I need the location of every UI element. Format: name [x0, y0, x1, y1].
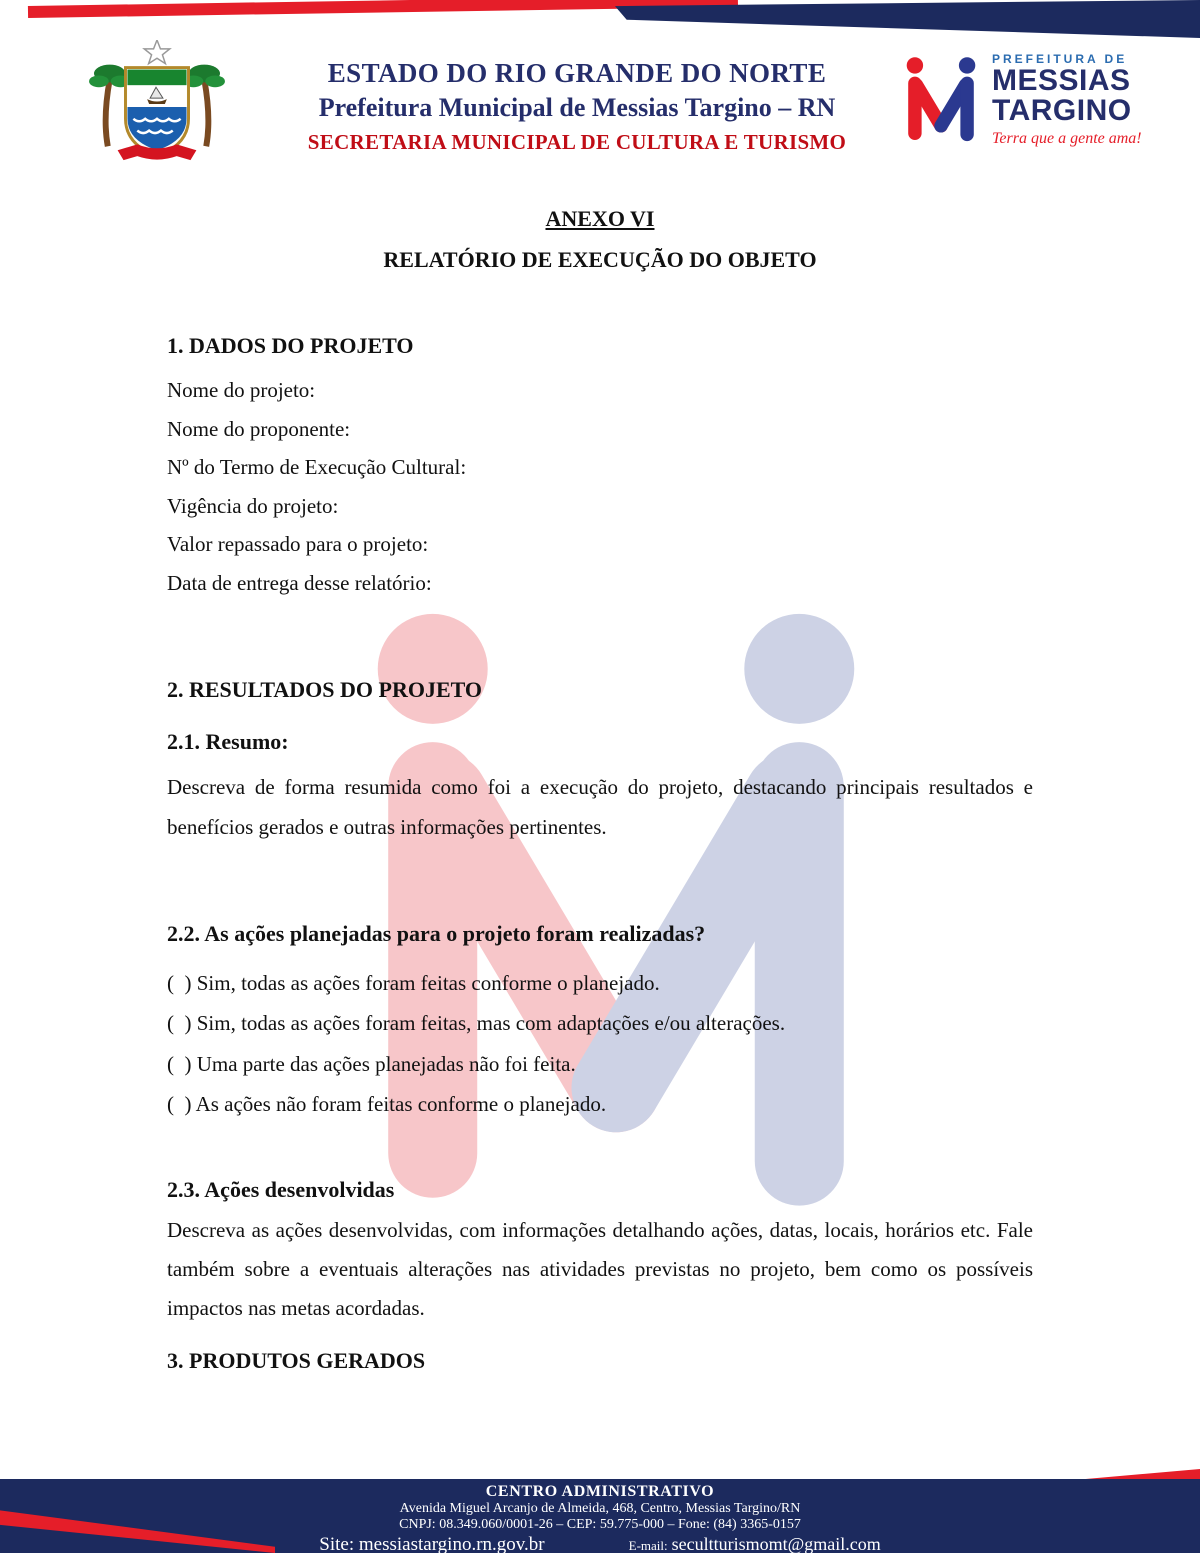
field-report-delivery-date: Data de entrega desse relatório: — [167, 570, 432, 595]
checkbox-options — [167, 963, 1033, 1125]
site-url: messiastargino.rn.gov.br — [358, 1534, 545, 1553]
section-2-1-paragraph: Descreva de forma resumida como foi a execução do projeto, destacando principais resultados e benefícios gerados e outras informações pertinentes. — [167, 774, 1033, 839]
logo-messias-label: MESSIAS — [992, 64, 1131, 97]
site-label: Site: — [319, 1534, 355, 1553]
letterhead — [0, 38, 1200, 183]
section-2-heading: 2. RESULTADOS DO PROJETO — [167, 676, 483, 702]
m-logo-icon — [900, 54, 982, 144]
state-title: ESTADO DO RIO GRANDE DO NORTE — [327, 58, 827, 88]
section-1-heading: 1. DADOS DO PROJETO — [167, 333, 414, 358]
footer-cnpj-line: CNPJ: 08.349.060/0001-26 – CEP: 59.775-000 – Fone: (84) 3365-0157 — [399, 1517, 801, 1532]
section-2-3-paragraph: Descreva as ações desenvolvidas, com informações detalhando ações, datas, locais, horários etc. Fale também sobre a eventuais alterações nas atividades previstas no projeto, bem como os possíveis impactos nas metas acordadas. — [167, 1217, 1033, 1320]
department-title: SECRETARIA MUNICIPAL DE CULTURA E TURISMO — [307, 130, 847, 154]
document-body — [167, 206, 1033, 1374]
footer-text-block — [0, 1479, 1200, 1553]
section-2-1-heading: 2.1. Resumo: — [167, 728, 289, 754]
field-proponent-name: Nome do proponente: — [167, 416, 351, 441]
top-navy-diagonal-band — [615, 0, 1200, 38]
logo-prefeitura-de-label: PREFEITURA DE — [992, 52, 1128, 66]
footer-site — [319, 1535, 544, 1553]
email-address: secultturismomt@gmail.com — [671, 1534, 881, 1553]
logo-slogan: Terra que a gente ama! — [992, 130, 1142, 147]
annex-title: ANEXO VI — [545, 206, 655, 231]
section-2-3-heading: 2.3. Ações desenvolvidas — [167, 1176, 395, 1202]
footer-address: Avenida Miguel Arcanjo de Almeida, 468, Centro, Messias Targino/RN — [399, 1501, 801, 1516]
letterhead-titles — [252, 58, 902, 155]
city-brand-text — [992, 52, 1162, 148]
document-title: RELATÓRIO DE EXECUÇÃO DO OBJETO — [383, 247, 817, 272]
project-data-fields — [167, 371, 1033, 603]
footer-email — [629, 1534, 881, 1553]
option-all-as-planned: ( ) Sim, todas as ações foram feitas conforme o planejado. — [167, 970, 660, 995]
section-3-heading: 3. PRODUTOS GERADOS — [167, 1347, 426, 1373]
rn-coat-of-arms — [88, 40, 226, 168]
field-project-validity: Vigência do projeto: — [167, 493, 339, 518]
field-term-number: Nº do Termo de Execução Cultural: — [167, 455, 467, 480]
municipality-title: Prefeitura Municipal de Messias Targino – RN — [318, 93, 836, 122]
email-label: E-mail: — [628, 1538, 668, 1553]
option-not-as-planned: ( ) As ações não foram feitas conforme o planejado. — [167, 1092, 607, 1117]
field-project-name: Nome do projeto: — [167, 378, 316, 402]
footer-title: CENTRO ADMINISTRATIVO — [485, 1483, 715, 1500]
logo-targino-label: TARGINO — [992, 94, 1132, 127]
page-footer — [0, 1479, 1200, 1553]
section-2-2-heading: 2.2. As ações planejadas para o projeto foram realizadas? — [167, 920, 706, 946]
footer-contact-row — [0, 1534, 1200, 1553]
field-transferred-amount: Valor repassado para o projeto: — [167, 532, 429, 557]
city-brand-logo — [900, 46, 1162, 166]
option-with-adaptations: ( ) Sim, todas as ações foram feitas, mas com adaptações e/ou alterações. — [167, 1011, 786, 1036]
option-part-not-done: ( ) Uma parte das ações planejadas não foi feita. — [167, 1051, 576, 1076]
